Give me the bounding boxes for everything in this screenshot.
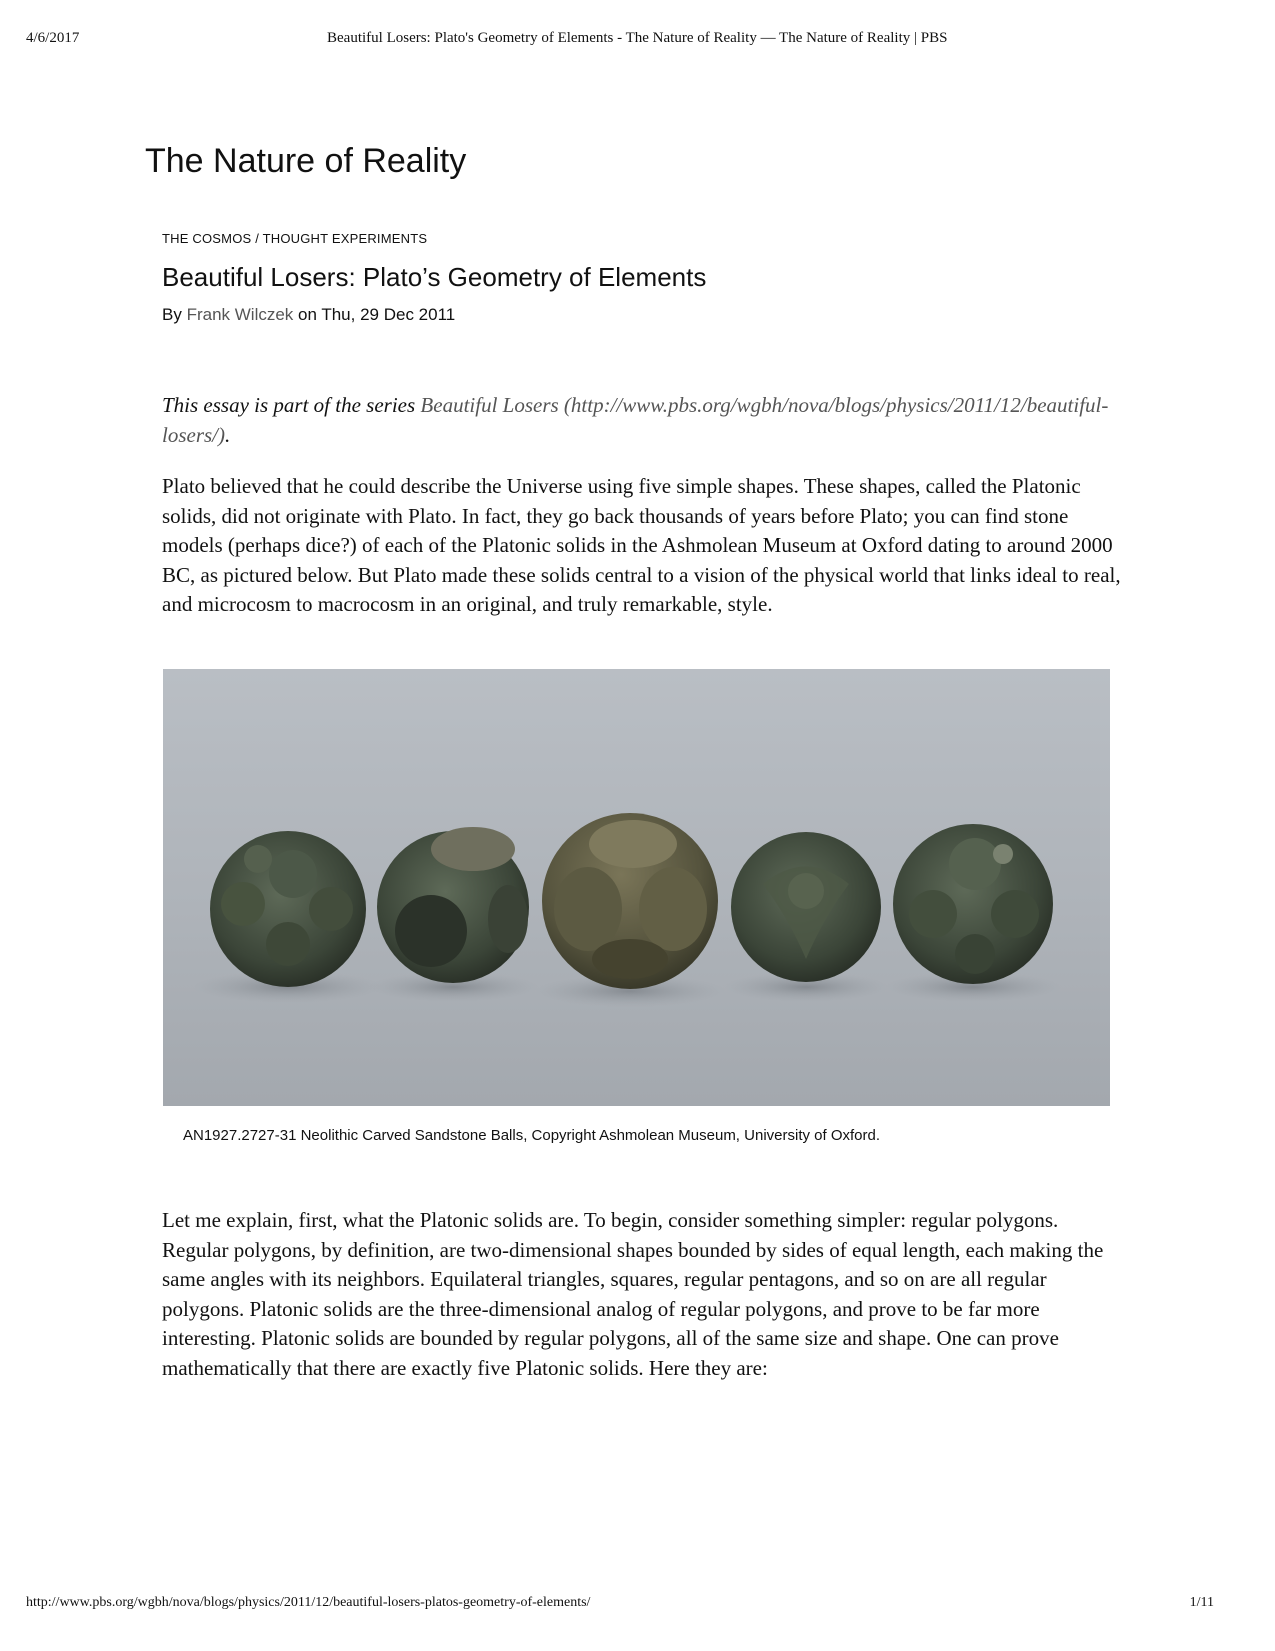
article-title: Beautiful Losers: Plato’s Geometry of Elements xyxy=(162,262,707,292)
stone-ball-4 xyxy=(731,832,881,982)
print-page-number: 1/11 xyxy=(1189,1595,1214,1610)
breadcrumb-separator: / xyxy=(251,231,263,246)
category-link-cosmos[interactable]: THE COSMOS xyxy=(162,231,252,246)
stone-ball-3 xyxy=(542,813,718,989)
category-breadcrumb xyxy=(162,231,427,246)
article-paragraph-1: Plato believed that he could describe the Universe using five simple shapes. These shapes, called the Platonic solids, did not originate with Plato. In fact, they go back thousands of years before Plato; you can find stone models (perhaps dice?) of each of the Platonic solids in the Ashmolean Museum at Oxford dating to around 2000 BC, as pictured below. But Plato made these solids central to a vision of the physical world that links ideal to real, and microcosm to macrocosm in an original, and truly remarkable, style. xyxy=(162,474,1121,617)
stone-ball-1 xyxy=(210,831,366,987)
article-paragraph-2: Let me explain, first, what the Platonic solids are. To begin, consider something simpler: regular polygons. Regular polygons, by definition, are two-dimensional shapes bounded by sides of equal length, each making the same angles with its neighbors. Equilateral triangles, squares, regular pentagons, and so on are all regular polygons. Platonic solids are the three-dimensional analog of regular polygons, and prove to be far more interesting. Platonic solids are bounded by regular polygons, all of the same size and shape. One can prove mathematically that there are exactly five Platonic solids. Here they are: xyxy=(162,1208,1104,1380)
print-date: 4/6/2017 xyxy=(26,30,80,46)
site-title[interactable]: The Nature of Reality xyxy=(145,142,467,180)
author-link[interactable]: Frank Wilczek xyxy=(186,305,294,324)
print-page-title: Beautiful Losers: Plato's Geometry of Elements - The Nature of Reality — The Nature of Reality | PBS xyxy=(327,30,948,46)
series-note xyxy=(162,390,1122,450)
carved-stone-balls-photo xyxy=(163,669,1110,1106)
byline xyxy=(162,305,455,325)
stone-ball-5 xyxy=(893,824,1053,984)
byline-date: on Thu, 29 Dec 2011 xyxy=(293,305,456,324)
byline-prefix: By xyxy=(162,305,187,324)
category-link-thought-experiments[interactable]: THOUGHT EXPERIMENTS xyxy=(262,231,428,246)
image-caption: AN1927.2727-31 Neolithic Carved Sandstone Balls, Copyright Ashmolean Museum, University of Oxford. xyxy=(183,1127,881,1144)
series-note-suffix: . xyxy=(225,423,231,447)
series-link[interactable]: Beautiful Losers (http://www.pbs.org/wgbh/nova/blogs/physics/2011/12/beautiful-losers/) xyxy=(162,393,1109,447)
series-note-prefix: This essay is part of the series xyxy=(162,393,421,417)
print-footer-url: http://www.pbs.org/wgbh/nova/blogs/physics/2011/12/beautiful-losers-platos-geometry-of-elements/ xyxy=(26,1595,591,1610)
